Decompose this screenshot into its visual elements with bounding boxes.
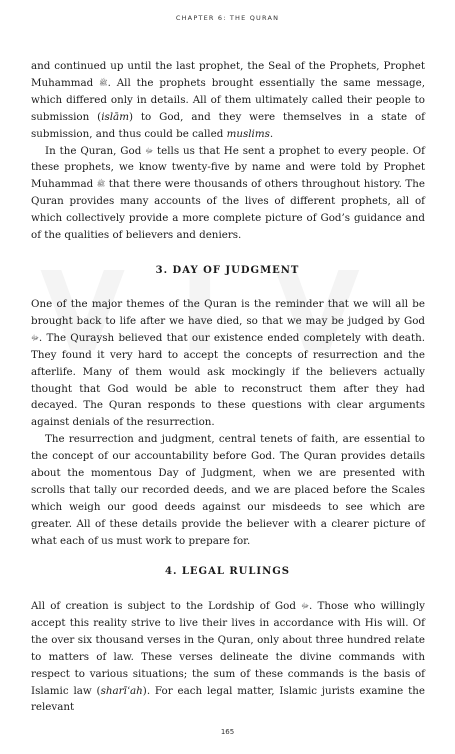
prophet-honorific-icon: ﷺ — [96, 180, 106, 189]
text-block-legal — [31, 598, 425, 716]
page-number: 165 — [220, 728, 235, 736]
god-honorific-icon: ﷻ — [301, 602, 310, 610]
running-head: CHAPTER 6: THE QURAN — [175, 14, 280, 22]
section-heading: 4. LEGAL RULINGS — [164, 566, 291, 577]
paragraph: The resurrection and judgment, central tenets of faith, are essential to the concept of our accountability before God. The Quran provides details about the momentous Day of Judgment, when we are presented with scrolls that tally our recorded deeds, and we are placed before the Scales which weigh our good deeds against our misdeeds to see which are greater. All of these details provide the believer with a clearer picture of what each of us must work to prepare for. — [31, 433, 425, 547]
god-honorific-icon: ﷻ — [31, 333, 39, 342]
paragraph: All of creation is subject to the Lordship of God ﷻ. Those who willingly accept this reality strive to live their lives in accordance with His will. Of the over six thousand verses in the Quran, only about three hundred relate to matters of law. These verses delineate the divine commands with respect to various situations; the sum of these commands is the basis of Islamic law (sharīʿah). For each legal matter, Islamic jurists examine the relevant — [31, 600, 425, 714]
god-honorific-icon: ﷻ — [145, 146, 154, 155]
paragraph: and continued up until the last prophet, the Seal of the Prophets, Prophet Muhammad ﷺ. All the prophets brought essentially the same message, which differed only in details. All of them ultimately called their people to submission (islām) to God, and they were themselves in a state of submission, and thus could be called muslims. — [31, 60, 425, 140]
paragraph: In the Quran, God ﷻ tells us that He sent a prophet to every people. Of these prophets, we know twenty-five by name and were told by Prophet Muhammad ﷺ that there were thousands of others throughout history. The Quran provides many accounts of the lives of different prophets, all of which collectively provide a more complete picture of God’s guidance and of the qualities of believers and deniers. — [31, 144, 425, 242]
prophet-honorific-icon: ﷺ — [99, 78, 108, 87]
section-heading: 3. DAY OF JUDGMENT — [155, 265, 300, 276]
text-block-judgment — [31, 296, 425, 550]
paragraph: One of the major themes of the Quran is the reminder that we will all be brought back to life after we have died, so that we may be judged by God ﷻ. The Quraysh believed that our existence ended completely with death. They found it very hard to accept the concepts of resurrection and the afterlife. Many of them would ask mockingly if the believers actually thought that God would be able to reconstruct them after they had decayed. The Quran responds to these questions with clear arguments against denials of the resurrection. — [31, 298, 425, 429]
text-block-intro — [31, 58, 425, 244]
